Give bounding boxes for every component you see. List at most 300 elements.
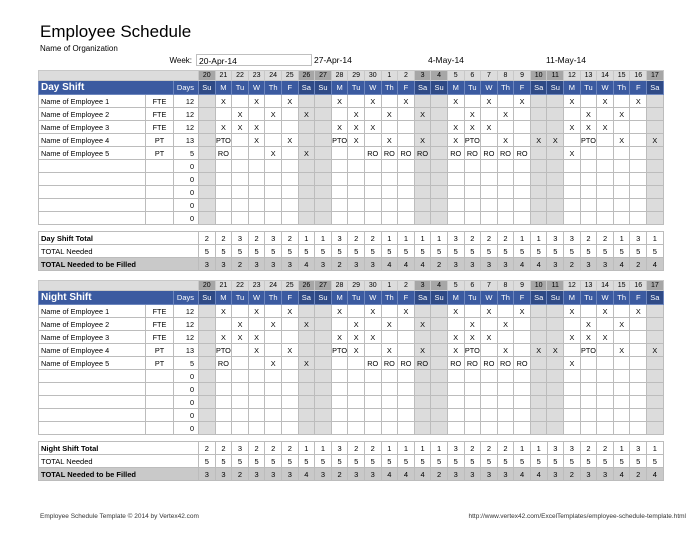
schedule-cell[interactable] [381, 383, 398, 396]
schedule-cell[interactable]: RO [447, 147, 464, 160]
schedule-cell[interactable] [464, 95, 481, 108]
schedule-cell[interactable] [431, 95, 448, 108]
schedule-cell[interactable] [613, 357, 630, 370]
schedule-cell[interactable] [630, 134, 647, 147]
employee-type[interactable]: FTE [146, 305, 174, 318]
schedule-cell[interactable] [547, 121, 564, 134]
schedule-cell[interactable] [481, 134, 498, 147]
employee-name[interactable] [39, 212, 146, 225]
footer-url[interactable]: http://www.vertex42.com/ExcelTemplates/employee-schedule-template.html [468, 513, 686, 520]
schedule-cell[interactable] [564, 108, 581, 121]
schedule-cell[interactable] [199, 396, 216, 409]
schedule-cell[interactable] [464, 409, 481, 422]
schedule-cell[interactable] [580, 95, 597, 108]
schedule-cell[interactable] [647, 305, 664, 318]
schedule-cell[interactable] [414, 186, 431, 199]
schedule-cell[interactable] [431, 147, 448, 160]
schedule-cell[interactable] [647, 318, 664, 331]
schedule-cell[interactable] [647, 383, 664, 396]
schedule-cell[interactable] [398, 134, 415, 147]
schedule-cell[interactable] [298, 95, 315, 108]
schedule-cell[interactable] [315, 370, 332, 383]
employee-type[interactable]: FTE [146, 108, 174, 121]
week-start-input[interactable]: 20-Apr-14 [196, 54, 312, 66]
schedule-cell[interactable] [547, 318, 564, 331]
schedule-cell[interactable] [580, 383, 597, 396]
schedule-cell[interactable] [398, 186, 415, 199]
schedule-cell[interactable] [464, 370, 481, 383]
schedule-cell[interactable]: X [381, 108, 398, 121]
schedule-cell[interactable] [298, 212, 315, 225]
schedule-cell[interactable] [265, 422, 282, 435]
schedule-cell[interactable] [464, 396, 481, 409]
schedule-cell[interactable] [431, 199, 448, 212]
employee-type[interactable] [146, 173, 174, 186]
schedule-cell[interactable] [398, 344, 415, 357]
schedule-cell[interactable] [597, 370, 614, 383]
schedule-cell[interactable] [199, 422, 216, 435]
schedule-cell[interactable] [647, 95, 664, 108]
schedule-cell[interactable] [232, 147, 249, 160]
schedule-cell[interactable] [348, 186, 365, 199]
schedule-cell[interactable]: X [447, 134, 464, 147]
schedule-cell[interactable] [265, 186, 282, 199]
schedule-cell[interactable] [481, 108, 498, 121]
schedule-cell[interactable]: X [447, 305, 464, 318]
schedule-cell[interactable]: X [248, 305, 265, 318]
schedule-cell[interactable] [613, 305, 630, 318]
schedule-cell[interactable]: RO [215, 357, 232, 370]
schedule-cell[interactable]: X [281, 134, 298, 147]
schedule-cell[interactable] [497, 370, 514, 383]
schedule-cell[interactable] [398, 121, 415, 134]
schedule-cell[interactable] [265, 121, 282, 134]
employee-name[interactable]: Name of Employee 1 [39, 305, 146, 318]
schedule-cell[interactable] [647, 186, 664, 199]
schedule-cell[interactable] [647, 108, 664, 121]
schedule-cell[interactable] [647, 160, 664, 173]
schedule-cell[interactable] [414, 409, 431, 422]
schedule-cell[interactable] [315, 318, 332, 331]
schedule-cell[interactable] [647, 199, 664, 212]
schedule-cell[interactable]: RO [514, 147, 531, 160]
schedule-cell[interactable] [564, 370, 581, 383]
schedule-cell[interactable] [580, 396, 597, 409]
schedule-cell[interactable] [199, 383, 216, 396]
schedule-cell[interactable] [431, 173, 448, 186]
schedule-cell[interactable] [232, 134, 249, 147]
schedule-cell[interactable]: X [381, 134, 398, 147]
schedule-cell[interactable] [281, 160, 298, 173]
schedule-cell[interactable] [630, 186, 647, 199]
schedule-cell[interactable] [364, 370, 381, 383]
schedule-cell[interactable] [331, 318, 348, 331]
schedule-cell[interactable] [530, 186, 547, 199]
schedule-cell[interactable] [315, 331, 332, 344]
schedule-cell[interactable]: X [647, 344, 664, 357]
schedule-cell[interactable]: X [647, 134, 664, 147]
schedule-cell[interactable]: X [248, 344, 265, 357]
schedule-cell[interactable] [232, 199, 249, 212]
schedule-cell[interactable] [414, 331, 431, 344]
employee-type[interactable]: PT [146, 344, 174, 357]
schedule-cell[interactable] [613, 160, 630, 173]
schedule-cell[interactable] [481, 318, 498, 331]
schedule-cell[interactable]: X [580, 108, 597, 121]
schedule-cell[interactable]: X [481, 331, 498, 344]
schedule-cell[interactable] [547, 409, 564, 422]
schedule-cell[interactable] [530, 409, 547, 422]
schedule-cell[interactable]: X [414, 344, 431, 357]
schedule-cell[interactable]: X [281, 305, 298, 318]
schedule-cell[interactable] [215, 199, 232, 212]
schedule-cell[interactable] [232, 370, 249, 383]
schedule-cell[interactable] [398, 409, 415, 422]
schedule-cell[interactable] [597, 212, 614, 225]
schedule-cell[interactable] [530, 95, 547, 108]
schedule-cell[interactable] [431, 108, 448, 121]
schedule-cell[interactable] [630, 396, 647, 409]
schedule-cell[interactable] [564, 396, 581, 409]
employee-type[interactable] [146, 186, 174, 199]
schedule-cell[interactable]: X [530, 134, 547, 147]
schedule-cell[interactable]: X [215, 331, 232, 344]
schedule-cell[interactable] [630, 357, 647, 370]
schedule-cell[interactable] [564, 134, 581, 147]
schedule-cell[interactable]: X [248, 121, 265, 134]
schedule-cell[interactable] [381, 199, 398, 212]
schedule-cell[interactable] [431, 383, 448, 396]
schedule-cell[interactable] [331, 396, 348, 409]
schedule-cell[interactable]: X [630, 305, 647, 318]
schedule-cell[interactable] [364, 212, 381, 225]
schedule-cell[interactable] [580, 147, 597, 160]
schedule-cell[interactable] [315, 108, 332, 121]
schedule-cell[interactable] [281, 186, 298, 199]
schedule-cell[interactable] [348, 212, 365, 225]
schedule-cell[interactable] [431, 318, 448, 331]
schedule-cell[interactable]: X [564, 95, 581, 108]
schedule-cell[interactable] [232, 409, 249, 422]
schedule-cell[interactable] [597, 108, 614, 121]
schedule-cell[interactable] [315, 305, 332, 318]
schedule-cell[interactable] [398, 318, 415, 331]
schedule-cell[interactable]: X [464, 121, 481, 134]
schedule-cell[interactable]: RO [364, 147, 381, 160]
schedule-cell[interactable] [348, 422, 365, 435]
schedule-cell[interactable] [232, 160, 249, 173]
schedule-cell[interactable] [315, 147, 332, 160]
schedule-cell[interactable] [199, 409, 216, 422]
schedule-cell[interactable] [431, 344, 448, 357]
schedule-cell[interactable] [447, 409, 464, 422]
schedule-cell[interactable]: X [298, 357, 315, 370]
schedule-cell[interactable] [265, 160, 282, 173]
employee-type[interactable] [146, 199, 174, 212]
schedule-cell[interactable]: X [414, 318, 431, 331]
schedule-cell[interactable] [613, 147, 630, 160]
employee-type[interactable]: FTE [146, 121, 174, 134]
schedule-cell[interactable] [298, 173, 315, 186]
employee-name[interactable] [39, 199, 146, 212]
schedule-cell[interactable]: PTO [215, 135, 231, 145]
schedule-cell[interactable]: RO [514, 357, 531, 370]
schedule-cell[interactable]: X [497, 344, 514, 357]
schedule-cell[interactable]: PTO [464, 345, 480, 355]
schedule-cell[interactable]: X [364, 331, 381, 344]
schedule-cell[interactable] [447, 370, 464, 383]
schedule-cell[interactable] [481, 212, 498, 225]
schedule-cell[interactable]: X [547, 134, 564, 147]
schedule-cell[interactable] [414, 173, 431, 186]
schedule-cell[interactable] [199, 212, 216, 225]
employee-name[interactable]: Name of Employee 2 [39, 108, 146, 121]
schedule-cell[interactable] [497, 199, 514, 212]
schedule-cell[interactable] [497, 160, 514, 173]
schedule-cell[interactable] [315, 186, 332, 199]
schedule-cell[interactable] [398, 108, 415, 121]
schedule-cell[interactable] [232, 396, 249, 409]
employee-name[interactable]: Name of Employee 5 [39, 357, 146, 370]
schedule-cell[interactable] [564, 199, 581, 212]
schedule-cell[interactable] [331, 147, 348, 160]
schedule-cell[interactable]: X [348, 134, 365, 147]
schedule-cell[interactable] [364, 422, 381, 435]
schedule-cell[interactable] [597, 173, 614, 186]
schedule-cell[interactable] [414, 121, 431, 134]
schedule-cell[interactable] [613, 331, 630, 344]
schedule-cell[interactable] [547, 383, 564, 396]
schedule-cell[interactable]: RO [381, 357, 398, 370]
schedule-cell[interactable] [481, 409, 498, 422]
employee-name[interactable]: Name of Employee 5 [39, 147, 146, 160]
schedule-cell[interactable] [248, 357, 265, 370]
schedule-cell[interactable] [315, 199, 332, 212]
schedule-cell[interactable] [547, 422, 564, 435]
schedule-cell[interactable]: X [514, 305, 531, 318]
schedule-cell[interactable] [464, 212, 481, 225]
schedule-cell[interactable] [613, 396, 630, 409]
schedule-cell[interactable] [281, 409, 298, 422]
schedule-cell[interactable]: X [248, 331, 265, 344]
schedule-cell[interactable] [381, 121, 398, 134]
schedule-cell[interactable]: X [497, 318, 514, 331]
schedule-cell[interactable] [497, 422, 514, 435]
schedule-cell[interactable]: X [447, 121, 464, 134]
schedule-cell[interactable] [414, 95, 431, 108]
schedule-cell[interactable] [431, 370, 448, 383]
schedule-cell[interactable] [248, 370, 265, 383]
employee-type[interactable]: PT [146, 357, 174, 370]
schedule-cell[interactable] [597, 357, 614, 370]
schedule-cell[interactable] [364, 134, 381, 147]
schedule-cell[interactable] [447, 173, 464, 186]
employee-type[interactable] [146, 409, 174, 422]
schedule-cell[interactable] [613, 370, 630, 383]
schedule-cell[interactable] [547, 212, 564, 225]
schedule-cell[interactable] [630, 422, 647, 435]
schedule-cell[interactable] [597, 422, 614, 435]
schedule-cell[interactable] [530, 160, 547, 173]
schedule-cell[interactable] [514, 318, 531, 331]
schedule-cell[interactable] [497, 95, 514, 108]
schedule-cell[interactable] [232, 305, 249, 318]
schedule-cell[interactable] [265, 212, 282, 225]
schedule-cell[interactable] [298, 383, 315, 396]
schedule-cell[interactable] [199, 357, 216, 370]
schedule-cell[interactable] [431, 212, 448, 225]
schedule-cell[interactable] [431, 305, 448, 318]
schedule-cell[interactable]: X [564, 305, 581, 318]
schedule-cell[interactable] [232, 357, 249, 370]
schedule-cell[interactable] [398, 383, 415, 396]
schedule-cell[interactable] [597, 186, 614, 199]
schedule-cell[interactable] [647, 422, 664, 435]
schedule-cell[interactable] [398, 396, 415, 409]
schedule-cell[interactable]: RO [414, 147, 431, 160]
schedule-cell[interactable] [481, 160, 498, 173]
employee-name[interactable]: Name of Employee 2 [39, 318, 146, 331]
schedule-cell[interactable] [530, 199, 547, 212]
schedule-cell[interactable] [447, 199, 464, 212]
schedule-cell[interactable] [497, 121, 514, 134]
schedule-cell[interactable] [630, 147, 647, 160]
schedule-cell[interactable] [447, 422, 464, 435]
schedule-cell[interactable] [530, 331, 547, 344]
schedule-cell[interactable]: X [364, 95, 381, 108]
schedule-cell[interactable]: X [265, 357, 282, 370]
schedule-cell[interactable] [331, 108, 348, 121]
schedule-cell[interactable]: X [597, 121, 614, 134]
schedule-cell[interactable]: X [248, 95, 265, 108]
schedule-cell[interactable]: X [564, 331, 581, 344]
schedule-cell[interactable]: RO [481, 357, 498, 370]
schedule-cell[interactable] [215, 318, 232, 331]
employee-type[interactable] [146, 396, 174, 409]
employee-name[interactable] [39, 173, 146, 186]
schedule-cell[interactable] [630, 199, 647, 212]
schedule-cell[interactable] [248, 318, 265, 331]
schedule-cell[interactable] [597, 134, 614, 147]
schedule-cell[interactable] [613, 422, 630, 435]
schedule-cell[interactable] [381, 212, 398, 225]
schedule-cell[interactable]: X [580, 331, 597, 344]
schedule-cell[interactable] [414, 396, 431, 409]
schedule-cell[interactable] [580, 409, 597, 422]
schedule-cell[interactable]: X [298, 318, 315, 331]
schedule-cell[interactable] [597, 160, 614, 173]
schedule-cell[interactable] [447, 396, 464, 409]
employee-type[interactable]: PT [146, 134, 174, 147]
schedule-cell[interactable]: X [481, 121, 498, 134]
schedule-cell[interactable] [497, 383, 514, 396]
schedule-cell[interactable] [215, 422, 232, 435]
schedule-cell[interactable] [431, 396, 448, 409]
schedule-cell[interactable] [331, 357, 348, 370]
employee-name[interactable]: Name of Employee 3 [39, 121, 146, 134]
schedule-cell[interactable] [497, 409, 514, 422]
schedule-cell[interactable] [514, 344, 531, 357]
schedule-cell[interactable] [514, 422, 531, 435]
schedule-cell[interactable] [381, 160, 398, 173]
schedule-cell[interactable] [199, 121, 216, 134]
schedule-cell[interactable]: X [331, 95, 348, 108]
schedule-cell[interactable] [431, 331, 448, 344]
schedule-cell[interactable] [265, 344, 282, 357]
schedule-cell[interactable] [613, 186, 630, 199]
schedule-cell[interactable] [215, 370, 232, 383]
schedule-cell[interactable]: X [331, 331, 348, 344]
schedule-cell[interactable] [580, 212, 597, 225]
schedule-cell[interactable] [265, 331, 282, 344]
schedule-cell[interactable]: RO [481, 147, 498, 160]
schedule-cell[interactable] [315, 160, 332, 173]
schedule-cell[interactable] [331, 199, 348, 212]
schedule-cell[interactable] [630, 331, 647, 344]
schedule-cell[interactable] [414, 305, 431, 318]
schedule-cell[interactable] [398, 173, 415, 186]
schedule-cell[interactable] [481, 186, 498, 199]
schedule-cell[interactable] [281, 212, 298, 225]
schedule-cell[interactable]: PTO [332, 345, 347, 355]
schedule-cell[interactable]: X [281, 344, 298, 357]
schedule-cell[interactable] [348, 383, 365, 396]
schedule-cell[interactable] [398, 331, 415, 344]
schedule-cell[interactable] [315, 95, 332, 108]
schedule-cell[interactable]: X [613, 318, 630, 331]
schedule-cell[interactable] [199, 370, 216, 383]
schedule-cell[interactable]: X [514, 95, 531, 108]
schedule-cell[interactable] [265, 383, 282, 396]
schedule-cell[interactable] [364, 318, 381, 331]
schedule-cell[interactable] [464, 305, 481, 318]
schedule-cell[interactable] [530, 318, 547, 331]
schedule-cell[interactable] [447, 160, 464, 173]
schedule-cell[interactable] [215, 108, 232, 121]
schedule-cell[interactable]: X [348, 344, 365, 357]
employee-type[interactable]: FTE [146, 95, 174, 108]
schedule-cell[interactable] [232, 383, 249, 396]
schedule-cell[interactable] [514, 212, 531, 225]
schedule-cell[interactable] [331, 160, 348, 173]
schedule-cell[interactable] [564, 383, 581, 396]
schedule-cell[interactable] [331, 422, 348, 435]
schedule-cell[interactable] [298, 396, 315, 409]
schedule-cell[interactable]: X [547, 344, 564, 357]
schedule-cell[interactable] [564, 160, 581, 173]
schedule-cell[interactable] [530, 305, 547, 318]
schedule-cell[interactable] [315, 344, 332, 357]
schedule-cell[interactable] [348, 160, 365, 173]
schedule-cell[interactable] [530, 173, 547, 186]
schedule-cell[interactable] [364, 396, 381, 409]
schedule-cell[interactable] [647, 370, 664, 383]
schedule-cell[interactable] [564, 422, 581, 435]
schedule-cell[interactable] [315, 409, 332, 422]
schedule-cell[interactable] [315, 357, 332, 370]
schedule-cell[interactable]: PTO [581, 345, 596, 355]
schedule-cell[interactable] [431, 422, 448, 435]
schedule-cell[interactable] [547, 108, 564, 121]
schedule-cell[interactable] [381, 95, 398, 108]
schedule-cell[interactable]: X [630, 95, 647, 108]
schedule-cell[interactable] [481, 344, 498, 357]
schedule-cell[interactable] [381, 396, 398, 409]
schedule-cell[interactable] [613, 383, 630, 396]
schedule-cell[interactable]: X [232, 331, 249, 344]
schedule-cell[interactable] [331, 212, 348, 225]
schedule-cell[interactable] [281, 357, 298, 370]
